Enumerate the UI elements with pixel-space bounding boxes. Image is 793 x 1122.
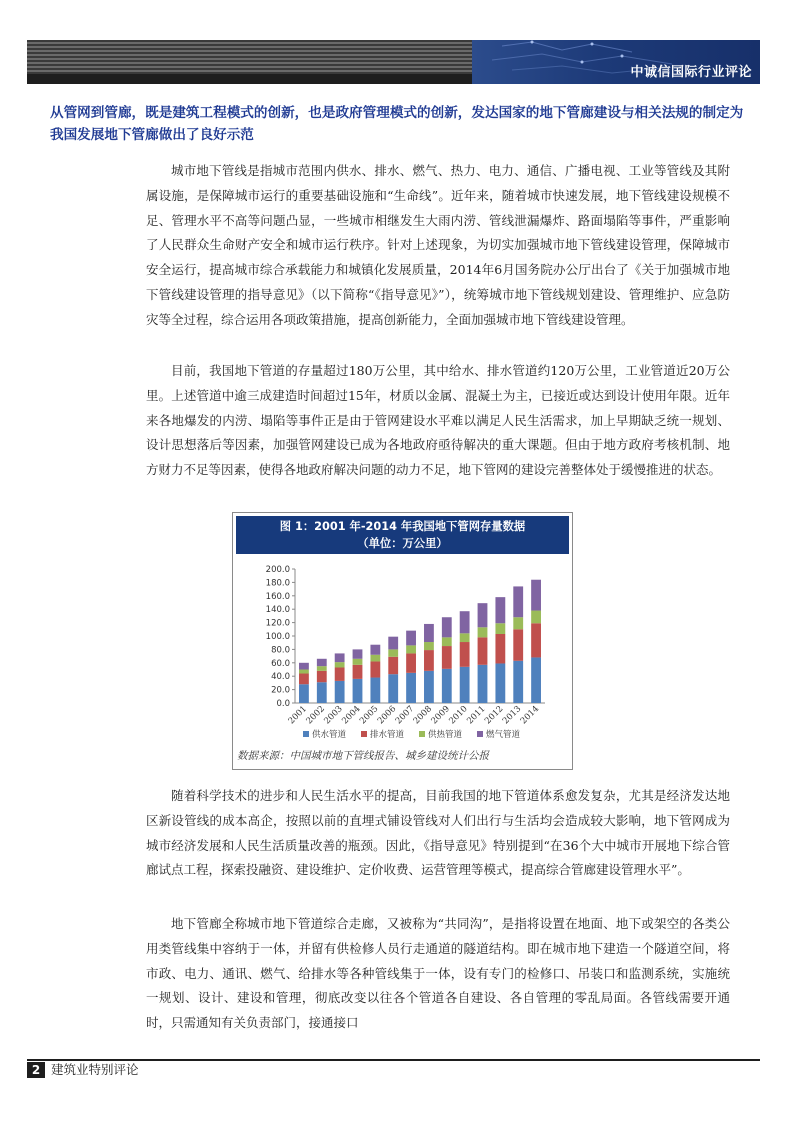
y-tick-label: 120.0 <box>265 618 290 629</box>
bar-segment-2002-燃气管道 <box>317 659 327 666</box>
y-tick-label: 40.0 <box>271 672 290 683</box>
bar-segment-2005-排水管道 <box>370 661 380 677</box>
legend-swatch-燃气管道 <box>477 731 483 737</box>
bar-segment-2002-供热管道 <box>317 666 327 671</box>
bar-segment-2003-燃气管道 <box>335 653 345 662</box>
bar-segment-2007-燃气管道 <box>406 631 416 646</box>
legend-label: 供水管道 <box>312 730 347 740</box>
bar-segment-2008-供水管道 <box>424 671 434 703</box>
y-tick-label: 200.0 <box>265 565 290 575</box>
bar-segment-2004-排水管道 <box>353 665 363 679</box>
x-tick-label: 2008 <box>411 704 435 727</box>
paragraph: 地下管廊全称城市地下管道综合走廊，又被称为“共同沟”，是指将设置在地面、地下或架空的各类公用类管线集中容纳于一体，并留有供检修人员行走通道的隧道结构。即在城市地下建造一个隧道空间，将市政、电力、通讯、燃气、给排水等各种管线集于一体，设有专门的检修口、吊装口和监测系统，实施统一规划、设计、建设和管理，彻底改变以往各个管道各自建设、各自管理的零乱局面。各管线需要开通时，只需通知有关负责部门，接通接口 <box>146 916 730 1031</box>
bar-segment-2004-供热管道 <box>353 659 363 665</box>
y-tick-label: 20.0 <box>271 685 290 696</box>
bar-segment-2001-燃气管道 <box>299 663 309 670</box>
bar-segment-2014-供热管道 <box>531 611 541 624</box>
x-tick-label: 2009 <box>429 704 452 727</box>
brand-title: 中诚信国际行业评论 <box>630 65 752 80</box>
bar-segment-2009-供水管道 <box>442 669 452 703</box>
paragraph: 目前，我国地下管道的存量超过180万公里，其中给水、排水管道约120万公里，工业管道近20万公里。上述管道中逾三成建造时间超过15年，材质以金属、混凝土为主，已接近或达到设计使用年限。近年来各地爆发的内涝、塌陷等事件正是由于管网建设水平难以满足人民生活需求，加上早期缺乏统一规划、设计思想落后等因素，加强管网建设已成为各地政府亟待解决的重大课题。但由于地方政府考核机制、地方财力不足等因素，使得各地政府解决问题的动力不足，地下管网的建设完善整体处于缓慢推进的状态。 <box>146 363 730 478</box>
bar-segment-2004-供水管道 <box>353 679 363 703</box>
x-tick-label: 2004 <box>340 704 363 727</box>
y-tick-label: 0.0 <box>276 699 290 709</box>
bar-segment-2011-供热管道 <box>478 627 488 637</box>
header-brand-block <box>472 40 760 84</box>
section-headline: 从管网到管廊，既是建筑工程模式的创新，也是政府管理模式的创新，发达国家的地下管廊建设与相关法规的制定为我国发展地下管廊做出了良好示范 <box>50 105 744 143</box>
bar-segment-2010-燃气管道 <box>460 611 470 633</box>
x-tick-label: 2003 <box>322 704 345 727</box>
bar-segment-2012-供热管道 <box>495 623 505 634</box>
bar-segment-2006-排水管道 <box>388 657 398 674</box>
x-tick-label: 2001 <box>286 704 310 727</box>
bar-segment-2013-排水管道 <box>513 629 523 660</box>
legend-label: 排水管道 <box>370 730 405 740</box>
x-tick-label: 2005 <box>358 704 381 727</box>
figure-source: 数据来源：中国城市地下管线报告、城乡建设统计公报 <box>237 750 489 762</box>
bar-segment-2001-供热管道 <box>299 670 309 674</box>
x-tick-label: 2012 <box>483 704 506 727</box>
x-tick-label: 2007 <box>393 704 417 727</box>
bar-segment-2009-排水管道 <box>442 646 452 669</box>
y-tick-label: 140.0 <box>265 605 290 616</box>
bar-segment-2008-排水管道 <box>424 650 434 671</box>
bar-segment-2007-供水管道 <box>406 673 416 703</box>
bar-segment-2011-排水管道 <box>478 637 488 664</box>
bar-segment-2007-排水管道 <box>406 653 416 672</box>
paragraph: 城市地下管线是指城市范围内供水、排水、燃气、热力、电力、通信、广播电视、工业等管线及其附属设施，是保障城市运行的重要基础设施和“生命线”。近年来，随着城市快速发展，地下管线建设规模不足、管理水平不高等问题凸显，一些城市相继发生大雨内涝、管线泄漏爆炸、路面塌陷等事件，严重影响了人民群众生命财产安全和城市运行秩序。针对上述现象，为切实加强城市地下管线建设管理，保障城市安全运行，提高城市综合承载能力和城镇化发展质量，2014年6月国务院办公厅出台了《关于加强城市地下管线建设管理的指导意见》（以下简称“《指导意见》”），统筹城市地下管线规划建设、管理维护、应急防灾等全过程，综合运用各项政策措施，提高创新能力，全面加强城市地下管线建设管理。 <box>146 163 730 327</box>
legend-label: 供热管道 <box>428 730 463 740</box>
bar-segment-2004-燃气管道 <box>353 649 363 658</box>
x-tick-label: 2002 <box>304 704 327 727</box>
legend-swatch-供热管道 <box>419 731 425 737</box>
y-tick-label: 160.0 <box>265 591 290 602</box>
legend-label: 燃气管道 <box>486 730 521 740</box>
x-tick-label: 2011 <box>465 704 488 727</box>
bar-segment-2008-燃气管道 <box>424 624 434 642</box>
stacked-bar-chart <box>233 555 572 747</box>
bar-segment-2014-供水管道 <box>531 657 541 703</box>
bar-segment-2002-供水管道 <box>317 682 327 703</box>
y-tick-label: 180.0 <box>265 578 290 589</box>
legend-swatch-供水管道 <box>303 731 309 737</box>
bar-segment-2013-供热管道 <box>513 617 523 629</box>
bar-segment-2009-燃气管道 <box>442 617 452 637</box>
y-tick-label: 60.0 <box>271 658 290 669</box>
bar-segment-2010-供水管道 <box>460 667 470 703</box>
x-tick-label: 2006 <box>375 704 399 727</box>
bar-segment-2003-供水管道 <box>335 681 345 703</box>
header-dark-strip <box>27 74 472 84</box>
bar-segment-2012-排水管道 <box>495 634 505 663</box>
bar-segment-2014-排水管道 <box>531 623 541 657</box>
bar-segment-2014-燃气管道 <box>531 580 541 611</box>
x-tick-label: 2013 <box>500 704 524 727</box>
bar-segment-2010-供热管道 <box>460 633 470 642</box>
bar-segment-2012-供水管道 <box>495 663 505 703</box>
bar-segment-2003-供热管道 <box>335 662 345 667</box>
bar-segment-2006-供水管道 <box>388 674 398 703</box>
bar-segment-2002-排水管道 <box>317 671 327 682</box>
bar-segment-2008-供热管道 <box>424 642 434 650</box>
bar-segment-2006-供热管道 <box>388 649 398 656</box>
bar-segment-2013-供水管道 <box>513 661 523 703</box>
bar-segment-2007-供热管道 <box>406 645 416 653</box>
y-tick-label: 80.0 <box>271 645 290 656</box>
page-header <box>27 40 760 84</box>
bar-segment-2006-燃气管道 <box>388 637 398 650</box>
figure-subtitle-line: （单位：万公里） <box>357 537 448 550</box>
bar-segment-2011-燃气管道 <box>478 603 488 627</box>
x-tick-label: 2010 <box>447 704 470 727</box>
figure-title <box>236 516 569 554</box>
bar-segment-2003-排水管道 <box>335 667 345 680</box>
bar-segment-2005-供热管道 <box>370 655 380 662</box>
bar-segment-2011-供水管道 <box>478 665 488 703</box>
page-number: 2 <box>27 1062 45 1078</box>
figure-title-line: 图 1：2001 年-2014 年我国地下管网存量数据 <box>279 520 526 533</box>
bar-segment-2001-排水管道 <box>299 674 309 685</box>
bar-segment-2010-排水管道 <box>460 642 470 667</box>
legend-swatch-排水管道 <box>361 731 367 737</box>
bar-segment-2009-供热管道 <box>442 637 452 646</box>
x-tick-label: 2014 <box>518 704 542 727</box>
figure-box <box>232 512 573 770</box>
bar-segment-2012-燃气管道 <box>495 597 505 623</box>
bar-segment-2005-燃气管道 <box>370 645 380 655</box>
bar-segment-2001-供水管道 <box>299 684 309 703</box>
y-tick-label: 100.0 <box>265 632 290 642</box>
bar-segment-2013-燃气管道 <box>513 586 523 617</box>
footer-title: 建筑业特别评论 <box>51 1062 139 1077</box>
footer-rule <box>27 1059 760 1061</box>
bar-segment-2005-供水管道 <box>370 678 380 703</box>
paragraph: 随着科学技术的进步和人民生活水平的提高，目前我国的地下管道体系愈发复杂，尤其是经济发达地区新设管线的成本高企，按照以前的直埋式铺设管线对人们出行与生活均会造成较大影响，地下管网成为城市经济发展和人民生活质量改善的瓶颈。因此，《指导意见》特别提到“在36个大中城市开展地下综合管廊试点工程，探索投融资、建设维护、定价收费、运营管理等模式，提高综合管廊建设管理水平”。 <box>146 788 730 878</box>
